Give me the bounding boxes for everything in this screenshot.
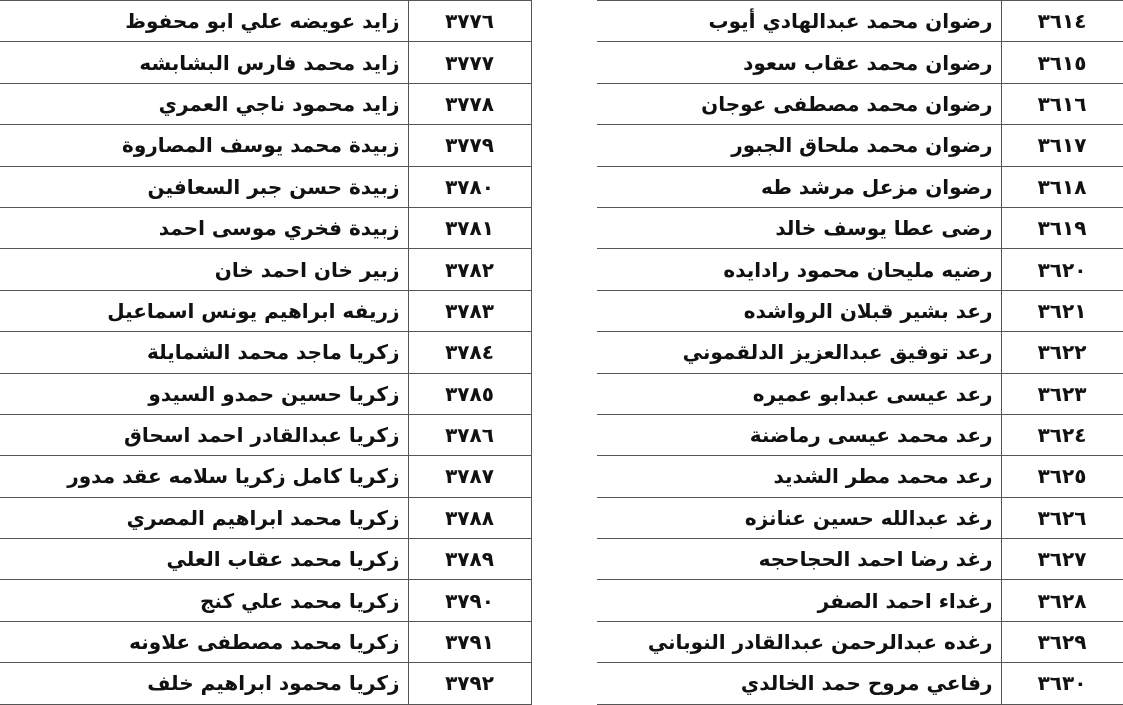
row-number: ٣٧٨٢ bbox=[408, 249, 531, 290]
person-name: زكريا حسين حمدو السيدو bbox=[0, 373, 408, 414]
person-name: رضيه مليحان محمود رادايده bbox=[597, 249, 1001, 290]
table-row bbox=[597, 539, 1123, 580]
row-number: ٣٧٩٢ bbox=[408, 663, 531, 704]
row-number: ٣٧٨٥ bbox=[408, 373, 531, 414]
person-name: رفاعي مروح حمد الخالدي bbox=[597, 663, 1001, 704]
table-row bbox=[0, 166, 531, 207]
table-row bbox=[597, 332, 1123, 373]
person-name: رضوان محمد مصطفى عوجان bbox=[597, 83, 1001, 124]
row-number: ٣٦٢٠ bbox=[1001, 249, 1123, 290]
row-number: ٣٦٢٥ bbox=[1001, 456, 1123, 497]
table-row bbox=[597, 663, 1123, 704]
person-name: زبير خان احمد خان bbox=[0, 249, 408, 290]
row-number: ٣٦٢٩ bbox=[1001, 621, 1123, 662]
table-row bbox=[597, 373, 1123, 414]
table-row bbox=[597, 456, 1123, 497]
row-number: ٣٦١٥ bbox=[1001, 42, 1123, 83]
row-number: ٣٦٢٤ bbox=[1001, 414, 1123, 455]
row-number: ٣٦٢٧ bbox=[1001, 539, 1123, 580]
table-row bbox=[597, 414, 1123, 455]
person-name: رعد محمد عيسى رماضنة bbox=[597, 414, 1001, 455]
row-number: ٣٦٢٢ bbox=[1001, 332, 1123, 373]
row-number: ٣٧٨٤ bbox=[408, 332, 531, 373]
table-row bbox=[597, 621, 1123, 662]
person-name: زايد محمد فارس البشابشه bbox=[0, 42, 408, 83]
person-name: زريفه ابراهيم يونس اسماعيل bbox=[0, 290, 408, 331]
person-name: رغد رضا احمد الحجاحجه bbox=[597, 539, 1001, 580]
row-number: ٣٧٧٨ bbox=[408, 83, 531, 124]
table-row bbox=[0, 621, 531, 662]
row-number: ٣٧٧٩ bbox=[408, 125, 531, 166]
row-number: ٣٦١٩ bbox=[1001, 207, 1123, 248]
row-number: ٣٧٨٠ bbox=[408, 166, 531, 207]
row-number: ٣٧٩١ bbox=[408, 621, 531, 662]
person-name: زايد عويضه علي ابو محفوظ bbox=[0, 1, 408, 42]
table-row bbox=[0, 1, 531, 42]
row-number: ٣٧٨٧ bbox=[408, 456, 531, 497]
person-name: زكريا كامل زكريا سلامه عقد مدور bbox=[0, 456, 408, 497]
table-row bbox=[597, 207, 1123, 248]
table-row bbox=[0, 497, 531, 538]
person-name: زكريا محمد عقاب العلي bbox=[0, 539, 408, 580]
table-row bbox=[597, 290, 1123, 331]
person-name: رغداء احمد الصفر bbox=[597, 580, 1001, 621]
row-number: ٣٧٨٦ bbox=[408, 414, 531, 455]
names-table-right bbox=[597, 0, 1123, 705]
person-name: رعد عيسى عبدابو عميره bbox=[597, 373, 1001, 414]
person-name: زايد محمود ناجي العمري bbox=[0, 83, 408, 124]
row-number: ٣٦٢٨ bbox=[1001, 580, 1123, 621]
person-name: رضى عطا يوسف خالد bbox=[597, 207, 1001, 248]
person-name: زكريا محمد علي كنج bbox=[0, 580, 408, 621]
person-name: زكريا محمد ابراهيم المصري bbox=[0, 497, 408, 538]
person-name: زكريا محمد مصطفى علاونه bbox=[0, 621, 408, 662]
row-number: ٣٦١٤ bbox=[1001, 1, 1123, 42]
table-right-body bbox=[597, 1, 1123, 705]
row-number: ٣٦٢٦ bbox=[1001, 497, 1123, 538]
person-name: رعد محمد مطر الشديد bbox=[597, 456, 1001, 497]
person-name: زكريا محمود ابراهيم خلف bbox=[0, 663, 408, 704]
row-number: ٣٧٩٠ bbox=[408, 580, 531, 621]
table-row bbox=[0, 125, 531, 166]
table-left-body bbox=[0, 1, 531, 705]
table-row bbox=[597, 497, 1123, 538]
table-row bbox=[0, 249, 531, 290]
row-number: ٣٦١٦ bbox=[1001, 83, 1123, 124]
person-name: رغد عبدالله حسين عنانزه bbox=[597, 497, 1001, 538]
person-name: رضوان محمد عبدالهادي أيوب bbox=[597, 1, 1001, 42]
row-number: ٣٧٨٣ bbox=[408, 290, 531, 331]
table-row bbox=[0, 290, 531, 331]
table-row bbox=[597, 42, 1123, 83]
table-row bbox=[597, 125, 1123, 166]
person-name: رضوان مزعل مرشد طه bbox=[597, 166, 1001, 207]
person-name: رعد بشير قبلان الرواشده bbox=[597, 290, 1001, 331]
table-row bbox=[597, 249, 1123, 290]
row-number: ٣٧٨١ bbox=[408, 207, 531, 248]
person-name: زكريا عبدالقادر احمد اسحاق bbox=[0, 414, 408, 455]
row-number: ٣٧٧٦ bbox=[408, 1, 531, 42]
table-row bbox=[0, 414, 531, 455]
names-table-left bbox=[0, 0, 532, 705]
person-name: رعد توفيق عبدالعزيز الدلقموني bbox=[597, 332, 1001, 373]
row-number: ٣٦٢١ bbox=[1001, 290, 1123, 331]
person-name: رغده عبدالرحمن عبدالقادر النوباني bbox=[597, 621, 1001, 662]
row-number: ٣٦٢٣ bbox=[1001, 373, 1123, 414]
row-number: ٣٦٣٠ bbox=[1001, 663, 1123, 704]
table-row bbox=[597, 166, 1123, 207]
person-name: رضوان محمد عقاب سعود bbox=[597, 42, 1001, 83]
table-row bbox=[0, 83, 531, 124]
table-row bbox=[0, 663, 531, 704]
table-row bbox=[0, 580, 531, 621]
row-number: ٣٦١٨ bbox=[1001, 166, 1123, 207]
table-row bbox=[0, 42, 531, 83]
table-row bbox=[597, 83, 1123, 124]
row-number: ٣٦١٧ bbox=[1001, 125, 1123, 166]
person-name: رضوان محمد ملحاق الجبور bbox=[597, 125, 1001, 166]
person-name: زبيدة محمد يوسف المصاروة bbox=[0, 125, 408, 166]
table-row bbox=[0, 332, 531, 373]
row-number: ٣٧٨٨ bbox=[408, 497, 531, 538]
row-number: ٣٧٨٩ bbox=[408, 539, 531, 580]
table-row bbox=[0, 456, 531, 497]
table-row bbox=[597, 1, 1123, 42]
person-name: زبيدة فخري موسى احمد bbox=[0, 207, 408, 248]
table-row bbox=[0, 207, 531, 248]
table-row bbox=[597, 580, 1123, 621]
table-row bbox=[0, 373, 531, 414]
row-number: ٣٧٧٧ bbox=[408, 42, 531, 83]
person-name: زبيدة حسن جبر السعافين bbox=[0, 166, 408, 207]
table-row bbox=[0, 539, 531, 580]
person-name: زكريا ماجد محمد الشمايلة bbox=[0, 332, 408, 373]
